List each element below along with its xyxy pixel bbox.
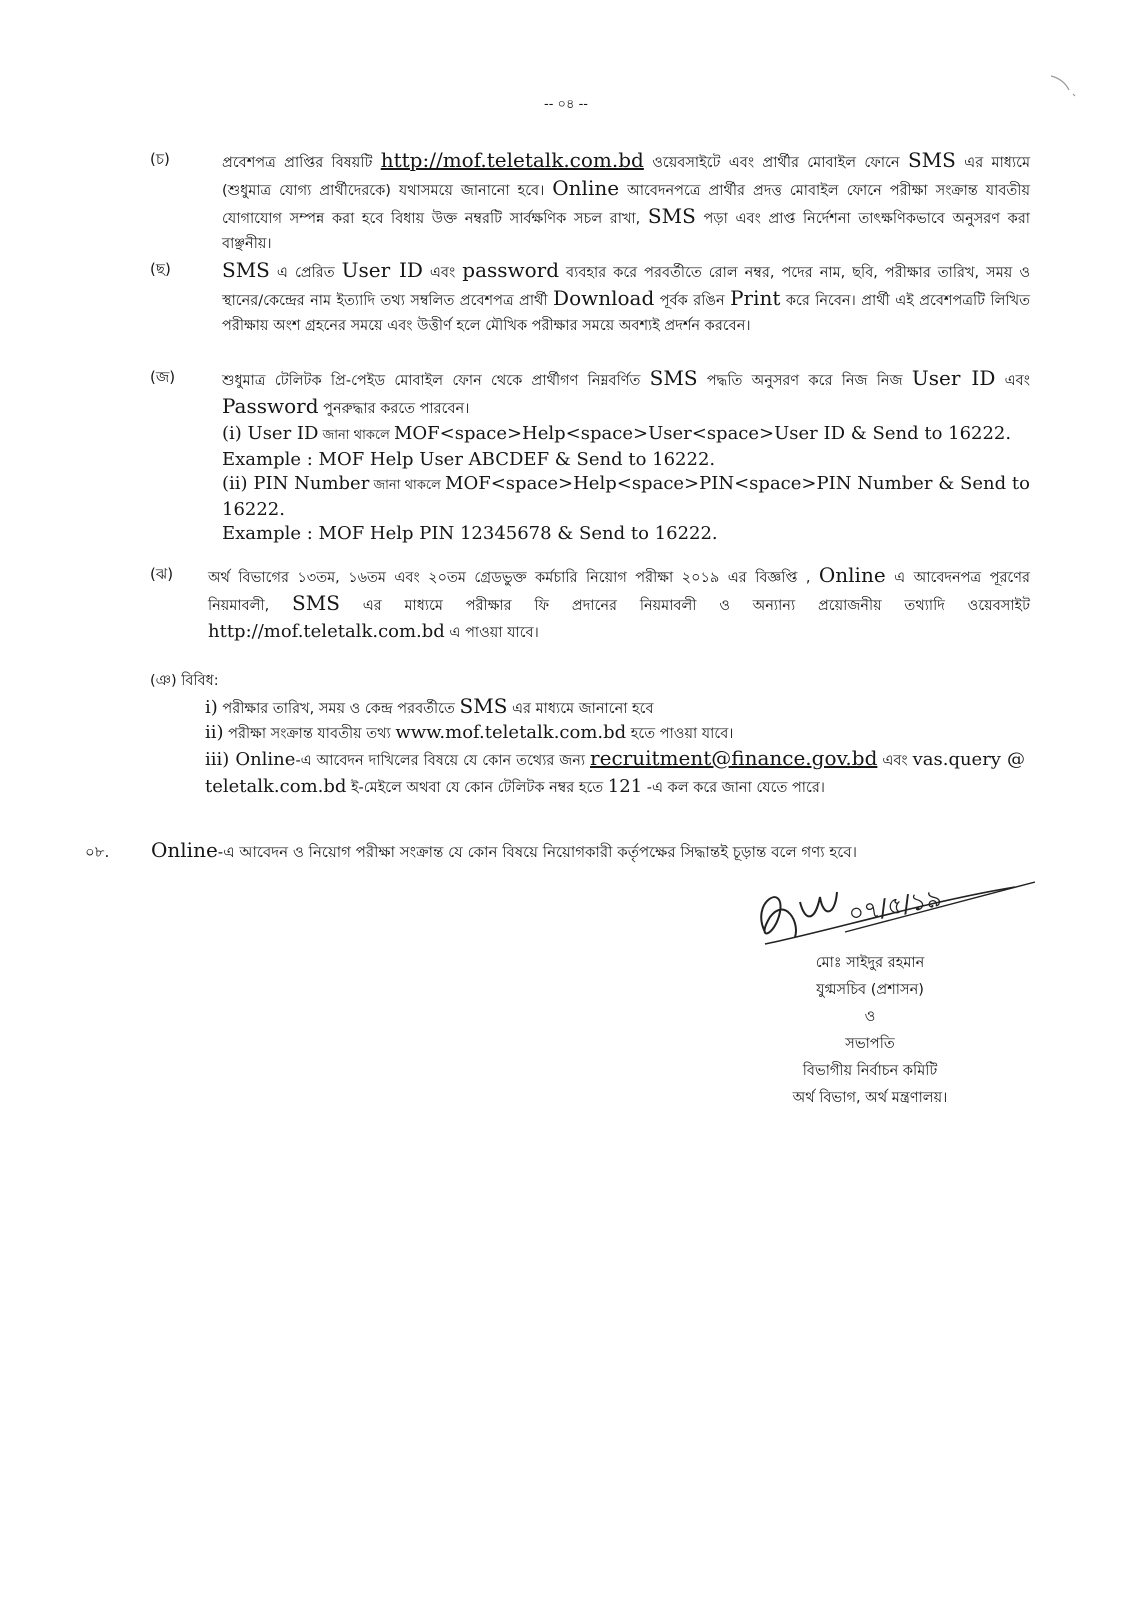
page-number: -- ০৪ -- [544,97,588,112]
signatory-role: সভাপতি [845,1036,895,1052]
item-body: অর্থ বিভাগের ১৩তম, ১৬তম এবং ২০তম গ্রেডভুক্ত কর্মচারি নিয়োগ পরীক্ষা ২০১৯ এর বিজ্ঞপ্তি , Online এ আবেদনপত্র পূরণের নিয়মাবলী, SMS এর মাধ্যমে পরীক্ষার ফি প্রদানের নিয়মাবলী ও অন্যান্য প্রয়োজনীয় তথ্যাদি ওয়েবসাইট http://mof.teletalk.com.bd এ পাওয়া যাবে। [208,563,1031,642]
closing-clause: ০৮. Online-এ আবেদন ও নিয়োগ পরীক্ষা সংক্রান্ত যে কোন বিষয়ে নিয়োগকারী কর্তৃপক্ষের সিদ্ধান্তই চূড়ান্ত বলে গণ্য হবে। [85,838,1045,866]
example-pin: Example : MOF Help PIN 12345678 & Send to 16222. [222,523,718,544]
example-user-id: Example : MOF Help User ABCDEF & Send to 16222. [222,449,716,470]
item-marker: (চ) [150,150,170,168]
misc-item-i: i) পরীক্ষার তারিখ, সময় ও কেন্দ্র পরবর্তীতে SMS এর মাধ্যমে জানানো হবে [205,694,654,718]
signatory-block [720,950,1020,1112]
item-marker: (ছ) [150,260,171,278]
signatory-office: অর্থ বিভাগ, অর্থ মন্ত্রণালয়। [792,1090,948,1106]
corner-stain [1047,70,1077,100]
website-link[interactable]: http://mof.teletalk.com.bd [380,148,644,172]
signatory-and: ও [864,1009,876,1025]
website-link[interactable]: www.mof.teletalk.com.bd [395,722,627,743]
clause-number: ০৮. [85,843,110,861]
item-marker: (জ) [150,368,176,386]
sms-instruction-user-id: (i) User ID জানা থাকলে MOF<space>Help<space>User<space>User ID & Send to 16222. [222,423,1012,444]
item-body: SMS এ প্রেরিত User ID এবং password ব্যবহার করে পরবর্তীতে রোল নম্বর, পদের নাম, ছবি, পরীক্ষার তারিখ, সময় ও স্থানের/কেন্দ্রের নাম ইত্যাদি তথ্য সম্বলিত প্রবেশপত্র প্রার্থী Download পূর্বক রঙিন Print করে নিবেন। প্রার্থী এই প্রবেশপত্রটি লিখিত পরীক্ষায় অংশ গ্রহনের সময়ে এবং উত্তীর্ণ হলে মৌখিক পরীক্ষার সময়ে অবশ্যই প্রদর্শন করবেন। [222,258,1031,334]
misc-item-ii: ii) পরীক্ষা সংক্রান্ত যাবতীয় তথ্য www.mof.teletalk.com.bd হতে পাওয়া যাবে। [205,722,734,743]
handwritten-signature [745,862,1035,962]
item-jha [150,563,1030,646]
signatory-designation: যুগ্মসচিব (প্রশাসন) [816,982,924,998]
item-nya-heading [150,670,1030,694]
sms-instruction-pin: (ii) PIN Number জানা থাকলে MOF<space>Help<space>PIN<space>PIN Number & Send to 16222. [222,473,1031,520]
item-body: শুধুমাত্র টেলিটক প্রি-পেইড মোবাইল ফোন থেকে প্রার্থীগণ নিম্নবর্ণিত SMS পদ্ধতি অনুসরণ করে নিজ নিজ User ID এবং Password পুনরুদ্ধার করতে পারবেন। (i) User ID জানা থাকলে MOF<space>Help<space>User<space>User ID & Send to 16222. Example : MOF Help User ABCDEF & Send to 16222. (ii) PIN Number জানা থাকলে MOF<space>Help<space>PIN<space>PIN Number & Send to 16222. Example : MOF Help PIN 12345678 & Send to 16222. [222,366,1031,544]
email-link[interactable]: vas.query @ teletalk.com.bd [205,749,1026,797]
email-link[interactable]: recruitment@finance.gov.bd [590,746,878,770]
section-heading: (ঞ) বিবিধ: [150,673,219,689]
item-body: প্রবেশপত্র প্রাপ্তির বিষয়টি http://mof.teletalk.com.bd ওয়েবসাইটে এবং প্রার্থীর মোবাইল ফোনে SMS এর মাধ্যমে (শুধুমাত্র যোগ্য প্রার্থীদেরকে) যথাসময়ে জানানো হবে। Online আবেদনপত্রে প্রার্থীর প্রদত্ত মোবাইল ফোনে পরীক্ষা সংক্রান্ত যাবতীয় যোগাযোগ সম্পন্ন করা হবে বিধায় উক্ত নম্বরটি সার্বক্ষণিক সচল রাখা, SMS পড়া এবং প্রাপ্ত নির্দেশনা তাৎক্ষণিকভাবে অনুসরণ করা বাঞ্ছনীয়। [222,148,1031,252]
item-ja [150,366,1030,546]
item-marker: (ঝ) [150,565,174,583]
misc-item-iii: iii) Online-এ আবেদন দাখিলের বিষয়ে যে কোন তথ্যের জন্য recruitment@finance.gov.bd এবং vas.query @ teletalk.com.bd ই-মেইলে অথবা যে কোন টেলিটক নম্বর হতে 121 -এ কল করে জানা যেতে পারে। [205,746,1026,797]
signatory-name: মোঃ সাইদুর রহমান [815,955,925,971]
signature-date: ০৭/৫/১৯ [846,883,944,928]
website-link[interactable]: http://mof.teletalk.com.bd [208,621,445,642]
signatory-committee: বিভাগীয় নির্বাচন কমিটি [802,1063,938,1079]
item-chha [150,258,1030,339]
item-cha [150,148,1030,257]
